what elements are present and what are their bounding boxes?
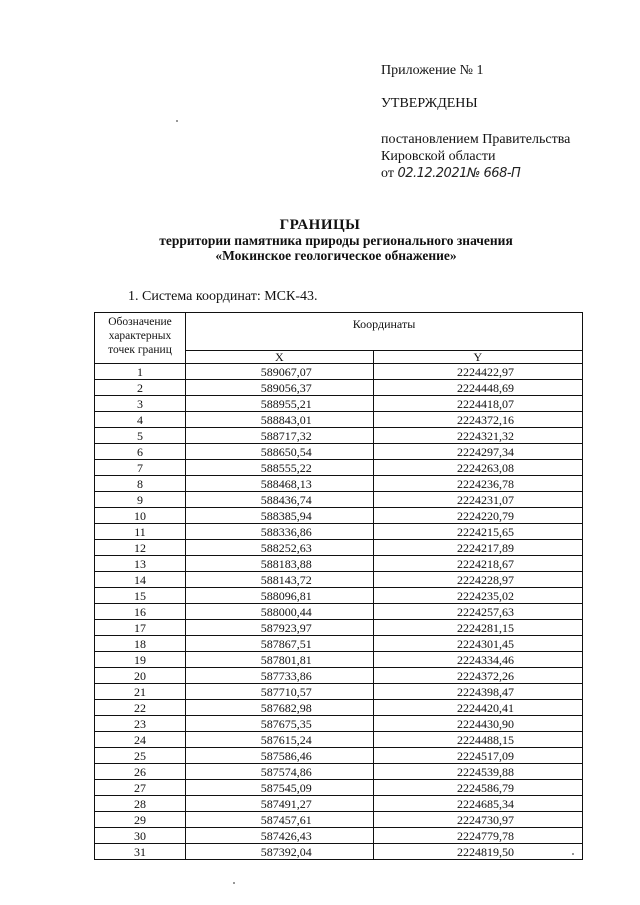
table-row (95, 700, 583, 716)
table-row (95, 732, 583, 748)
table-row (95, 556, 583, 572)
table-row (95, 844, 583, 860)
y-coordinate-cell: 2224297,34 (373, 444, 582, 460)
x-coordinate-cell: 588143,72 (186, 572, 374, 588)
coordinates-table (94, 312, 583, 860)
y-coordinate-cell: 2224420,41 (373, 700, 582, 716)
x-coordinate-cell: 588555,22 (186, 460, 374, 476)
y-coordinate-cell: 2224372,16 (373, 412, 582, 428)
document-subtitle-line-2: «Мокинское геологическое обнажение» (215, 248, 457, 263)
table-row (95, 716, 583, 732)
table-row (95, 764, 583, 780)
y-coordinate-cell: 2224398,47 (373, 684, 582, 700)
scan-speck (572, 853, 574, 855)
x-coordinate-cell: 588183,88 (186, 556, 374, 572)
document-subtitle-line-1: территории памятника природы регионального значения (159, 233, 513, 248)
x-coordinate-cell: 587923,97 (186, 620, 374, 636)
y-coordinate-cell: 2224539,88 (373, 764, 582, 780)
point-number-cell: 9 (95, 492, 186, 508)
y-coordinate-cell: 2224263,08 (373, 460, 582, 476)
point-number-cell: 25 (95, 748, 186, 764)
x-coordinate-cell: 588096,81 (186, 588, 374, 604)
point-number-cell: 15 (95, 588, 186, 604)
y-coordinate-cell: 2224321,32 (373, 428, 582, 444)
y-coordinate-cell: 2224281,15 (373, 620, 582, 636)
x-coordinate-cell: 587615,24 (186, 732, 374, 748)
point-number-cell: 20 (95, 668, 186, 684)
point-number-cell: 16 (95, 604, 186, 620)
point-number-cell: 14 (95, 572, 186, 588)
y-coordinate-cell: 2224236,78 (373, 476, 582, 492)
y-coordinate-cell: 2224257,63 (373, 604, 582, 620)
table-body (95, 364, 583, 860)
x-coordinate-cell: 587545,09 (186, 780, 374, 796)
point-number-cell: 11 (95, 524, 186, 540)
point-number-cell: 5 (95, 428, 186, 444)
x-coordinate-cell: 587675,35 (186, 716, 374, 732)
y-coordinate-cell: 2224220,79 (373, 508, 582, 524)
table-row (95, 684, 583, 700)
point-number-cell: 13 (95, 556, 186, 572)
table-row (95, 604, 583, 620)
x-coordinate-cell: 588717,32 (186, 428, 374, 444)
point-number-cell: 28 (95, 796, 186, 812)
y-coordinate-cell: 2224418,07 (373, 396, 582, 412)
y-coordinate-cell: 2224217,89 (373, 540, 582, 556)
y-coordinate-cell: 2224334,46 (373, 652, 582, 668)
y-coordinate-cell: 2224372,26 (373, 668, 582, 684)
table-row (95, 428, 583, 444)
y-coordinate-cell: 2224430,90 (373, 716, 582, 732)
point-number-cell: 7 (95, 460, 186, 476)
table-row (95, 508, 583, 524)
table-row (95, 444, 583, 460)
document-title: ГРАНИЦЫ (279, 217, 361, 233)
coordinates-header: Координаты (186, 313, 583, 351)
point-number-cell: 4 (95, 412, 186, 428)
table-row (95, 812, 583, 828)
table-row (95, 620, 583, 636)
table-row (95, 796, 583, 812)
x-coordinate-cell: 588000,44 (186, 604, 374, 620)
table-row (95, 636, 583, 652)
point-number-cell: 8 (95, 476, 186, 492)
y-coordinate-cell: 2224779,78 (373, 828, 582, 844)
x-coordinate-cell: 589056,37 (186, 380, 374, 396)
x-coordinate-cell: 587574,86 (186, 764, 374, 780)
coordinate-system: 1. Система координат: МСК-43. (128, 289, 318, 304)
x-coordinate-cell: 588650,54 (186, 444, 374, 460)
x-coordinate-cell: 588843,01 (186, 412, 374, 428)
point-number-cell: 6 (95, 444, 186, 460)
point-number-cell: 18 (95, 636, 186, 652)
y-header: Y (373, 351, 582, 364)
decree-line-1: постановлением Правительства (381, 132, 571, 147)
y-coordinate-cell: 2224215,65 (373, 524, 582, 540)
decree-date-line (381, 166, 520, 182)
table-row (95, 652, 583, 668)
y-coordinate-cell: 2224685,34 (373, 796, 582, 812)
point-number-cell: 23 (95, 716, 186, 732)
point-number-cell: 30 (95, 828, 186, 844)
date-prefix: от (381, 166, 394, 181)
x-coordinate-cell: 587867,51 (186, 636, 374, 652)
x-coordinate-cell: 587710,57 (186, 684, 374, 700)
table-row (95, 380, 583, 396)
point-number-cell: 29 (95, 812, 186, 828)
y-coordinate-cell: 2224218,67 (373, 556, 582, 572)
scan-speck (176, 120, 178, 122)
x-coordinate-cell: 587733,86 (186, 668, 374, 684)
x-coordinate-cell: 587426,43 (186, 828, 374, 844)
y-coordinate-cell: 2224730,97 (373, 812, 582, 828)
x-coordinate-cell: 587801,81 (186, 652, 374, 668)
point-number-cell: 12 (95, 540, 186, 556)
table-row (95, 524, 583, 540)
x-coordinate-cell: 588468,13 (186, 476, 374, 492)
y-coordinate-cell: 2224517,09 (373, 748, 582, 764)
y-coordinate-cell: 2224819,50 (373, 844, 582, 860)
decree-line-2: Кировской области (381, 149, 496, 164)
y-coordinate-cell: 2224422,97 (373, 364, 582, 380)
point-number-cell: 31 (95, 844, 186, 860)
approved-label: УТВЕРЖДЕНЫ (381, 96, 478, 111)
x-coordinate-cell: 588955,21 (186, 396, 374, 412)
y-coordinate-cell: 2224448,69 (373, 380, 582, 396)
point-label-header: Обозначение характерных точек границ (95, 313, 186, 364)
x-coordinate-cell: 587457,61 (186, 812, 374, 828)
table-row (95, 748, 583, 764)
point-number-cell: 27 (95, 780, 186, 796)
table-row (95, 540, 583, 556)
x-coordinate-cell: 588436,74 (186, 492, 374, 508)
point-number-cell: 10 (95, 508, 186, 524)
point-number-cell: 24 (95, 732, 186, 748)
x-coordinate-cell: 588336,86 (186, 524, 374, 540)
annex-number: Приложение № 1 (381, 63, 484, 78)
x-header: X (186, 351, 374, 364)
x-coordinate-cell: 588252,63 (186, 540, 374, 556)
x-coordinate-cell: 587392,04 (186, 844, 374, 860)
table-row (95, 780, 583, 796)
y-coordinate-cell: 2224228,97 (373, 572, 582, 588)
table-header-row (95, 313, 583, 351)
table-row (95, 396, 583, 412)
y-coordinate-cell: 2224235,02 (373, 588, 582, 604)
scan-speck (233, 882, 235, 884)
x-coordinate-cell: 587491,27 (186, 796, 374, 812)
point-number-cell: 19 (95, 652, 186, 668)
table-row (95, 492, 583, 508)
point-number-cell: 1 (95, 364, 186, 380)
x-coordinate-cell: 588385,94 (186, 508, 374, 524)
x-coordinate-cell: 587586,46 (186, 748, 374, 764)
y-coordinate-cell: 2224231,07 (373, 492, 582, 508)
table-row (95, 828, 583, 844)
y-coordinate-cell: 2224488,15 (373, 732, 582, 748)
table-row (95, 364, 583, 380)
x-coordinate-cell: 587682,98 (186, 700, 374, 716)
y-coordinate-cell: 2224586,79 (373, 780, 582, 796)
point-number-cell: 26 (95, 764, 186, 780)
point-number-cell: 2 (95, 380, 186, 396)
point-number-cell: 3 (95, 396, 186, 412)
table-row (95, 460, 583, 476)
table-row (95, 668, 583, 684)
handwritten-date: 02.12.2021№ 668-П (397, 166, 521, 181)
point-number-cell: 21 (95, 684, 186, 700)
x-coordinate-cell: 589067,07 (186, 364, 374, 380)
table-row (95, 572, 583, 588)
table-row (95, 412, 583, 428)
y-coordinate-cell: 2224301,45 (373, 636, 582, 652)
table-row (95, 476, 583, 492)
point-number-cell: 17 (95, 620, 186, 636)
table-row (95, 588, 583, 604)
point-number-cell: 22 (95, 700, 186, 716)
